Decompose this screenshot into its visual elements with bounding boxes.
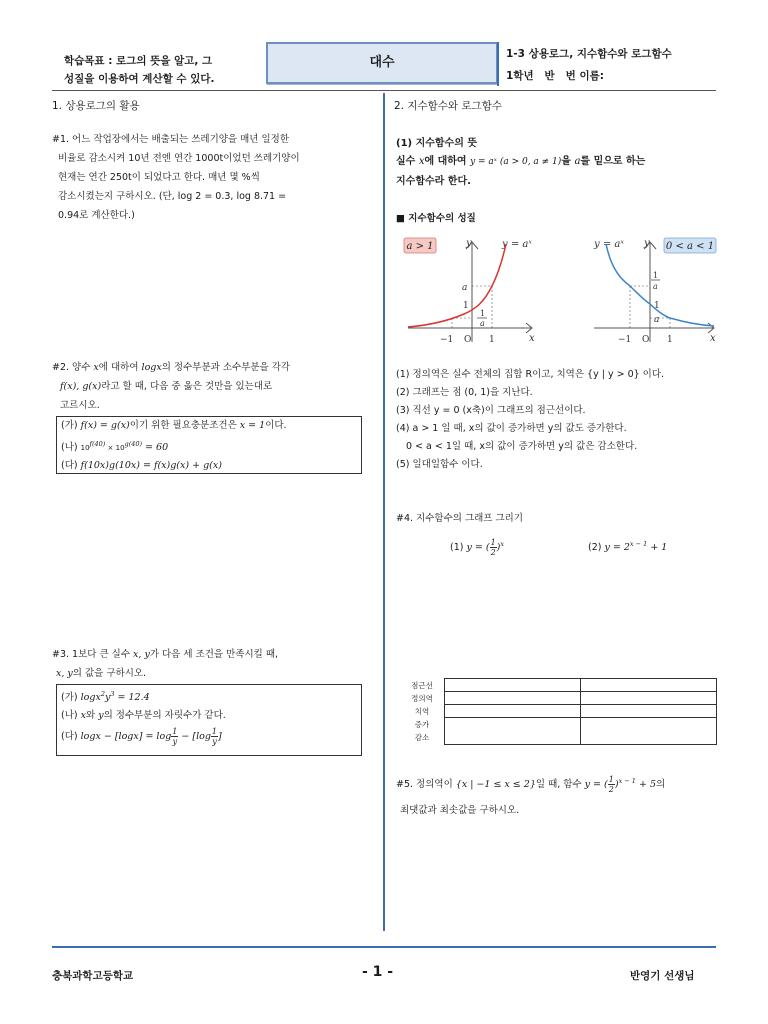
axis-y-label-2: y (644, 238, 650, 249)
table-cell[interactable] (581, 679, 717, 692)
q2-cond-3: (다) f(10x)g(10x) = f(x)g(x) + g(x) (61, 460, 222, 472)
properties-list (396, 366, 726, 474)
properties-table (444, 678, 717, 745)
tick-neg1-2: −1 (618, 335, 632, 345)
tick-a-1: a (462, 283, 468, 293)
q3-frac-1: $\frac{1}{y}$ (172, 727, 178, 747)
prop-4a: (4) a > 1 일 때, x의 값이 증가하면 y의 값도 증가한다. (396, 423, 627, 434)
prop-2: (2) 그래프는 점 (0, 1)을 지난다. (396, 387, 533, 398)
q3-conditions-box (56, 684, 362, 756)
exp-function-definition (396, 152, 726, 192)
axis-y-label-1: y (466, 238, 472, 249)
q1-line-3: 현재는 연간 250t이 되었다고 한다. 매년 몇 %씩 (58, 172, 260, 183)
tick-1-2: 1 (654, 301, 660, 311)
q3-cond-3: (다) logx − [logx] = log $\frac{1}{y}$ − [log $\frac{1}{y}$ ] (61, 727, 222, 747)
tick-pos1-2: 1 (667, 335, 673, 345)
tick-neg1-1: −1 (440, 335, 454, 345)
q3-frac-2: $\frac{1}{y}$ (211, 727, 218, 747)
table-row-labels (404, 679, 440, 744)
def-line-1: 실수 x에 대하여 y = aˣ (a > 0, a ≠ 1)을 a를 밑으로 하는 (396, 156, 646, 167)
objective-line-1: 학습목표 : 로그의 뜻을 알고, 그 (64, 55, 213, 67)
curve-1 (408, 244, 506, 327)
section-1-title: 1. 상용로그의 활용 (52, 100, 140, 112)
header-rule (52, 90, 716, 91)
q1-line-1: #1. 어느 작업장에서는 배출되는 쓰레기양을 매년 일정한 (52, 134, 290, 145)
q3-line-2: x, y의 값을 구하시오. (56, 668, 147, 679)
axis-x-label-1: x (529, 333, 535, 344)
table-cell[interactable] (445, 692, 581, 705)
label-range: 치역 (414, 707, 430, 716)
q3-cond-2: (나) x와 y의 정수부분의 자릿수가 같다. (61, 710, 226, 722)
learning-objective (64, 52, 260, 88)
axis-x-label-2: x (710, 333, 716, 344)
q5-line-2: 최댓값과 최솟값을 구하시오. (400, 805, 520, 817)
q5-line-1: #5. 정의역이 {x | −1 ≤ x ≤ 2}일 때, 함수 y = ( $\frac{1}{2}$ )$^{x - 1}$ + 5의 (396, 775, 666, 795)
table-cell[interactable] (581, 718, 717, 745)
unit-info (506, 43, 736, 87)
graph-a-less-1 (590, 232, 720, 355)
q2-line-3: 고르시오. (60, 400, 100, 411)
graph-a-greater-1-svg (402, 232, 542, 352)
label-decrease: 감소 (414, 733, 430, 742)
table-cell[interactable] (445, 718, 581, 745)
q4-problem-1: (1) y = ( $\frac{1}{2}$ )$^x$ (450, 538, 505, 557)
tick-O-1: O (464, 335, 472, 345)
footer-page-number: - 1 - (362, 964, 394, 980)
prop-3: (3) 직선 y = 0 (x축)이 그래프의 점근선이다. (396, 405, 586, 416)
graph-a-less-1-svg (590, 232, 720, 352)
properties-title: ■ 지수함수의 성질 (396, 213, 476, 224)
table-cell[interactable] (445, 705, 581, 718)
curve-label-2: y = aˣ (594, 239, 624, 250)
q3-cond-1: (가) $\log x^2y^3 = 12.4$ (61, 690, 150, 704)
graph-a-greater-1 (402, 232, 542, 355)
label-asymptote: 점근선 (411, 681, 433, 690)
footer-rule (52, 946, 716, 948)
q2-cond-2: (나) $10^{f(40)} \times 10^{g(40)} = 60$ (61, 440, 169, 454)
subject-title: 대수 (369, 55, 395, 70)
q2-conditions-box (56, 416, 362, 474)
curve-label-1: y = aˣ (502, 239, 532, 250)
table-cell[interactable] (581, 705, 717, 718)
table-row (445, 679, 717, 692)
def-line-2: 지수함수라 한다. (396, 176, 471, 187)
header-divider (497, 42, 499, 86)
cond-text-1: a > 1 (406, 241, 434, 252)
curve-2 (606, 244, 714, 326)
objective-line-2: 성질을 이용하여 계산할 수 있다. (64, 73, 215, 85)
unit-title: 1-3 상용로그, 지수함수와 로그함수 (506, 48, 672, 60)
tick-pos1-1: 1 (489, 335, 495, 345)
prop-5: (5) 일대일함수 이다. (396, 459, 483, 470)
tick-1-1: 1 (463, 301, 469, 311)
table-cell[interactable] (445, 679, 581, 692)
table-row (445, 705, 717, 718)
cond-text-2: 0 < a < 1 (665, 241, 715, 252)
question-5 (396, 768, 726, 824)
tick-O-2: O (642, 335, 650, 345)
q4-problem-2: (2) $y = 2^{x - 1} + 1$ (588, 540, 668, 554)
q1-line-4: 감소시켰는지 구하시오. (단, log 2 = 0.3, log 8.71 = (58, 191, 287, 202)
q1-line-2: 비율로 감소시켜 10년 전엔 연간 1000t이었던 쓰레기양이 (58, 153, 300, 164)
subject-box (266, 42, 498, 84)
label-domain: 정의역 (411, 694, 433, 703)
q1-line-5: 0.94로 계산한다.) (58, 210, 135, 221)
question-3 (52, 645, 372, 683)
q2-line-1: #2. 양수 x에 대하여 logx의 정수부분과 소수부분을 각각 (52, 362, 291, 373)
q3-line-1: #3. 1보다 큰 실수 x, y가 다음 세 조건을 만족시킬 때, (52, 649, 279, 660)
subsection-1-title: (1) 지수함수의 뜻 (396, 138, 478, 149)
question-2 (52, 358, 372, 415)
section-2-title: 2. 지수함수와 로그함수 (394, 100, 502, 112)
prop-1: (1) 정의역은 실수 전체의 집합 R이고, 치역은 {y | y > 0} 이다. (396, 369, 665, 380)
footer-school: 충북과학고등학교 (52, 970, 134, 982)
q5-frac: $\frac{1}{2}$ (608, 775, 614, 795)
q2-cond-1: (가) f(x) = g(x)이기 위한 필요충분조건은 x = 1이다. (61, 420, 287, 431)
prop-4b: 0 < a < 1일 때, x의 값이 증가하면 y의 값은 감소한다. (406, 441, 638, 452)
question-1 (52, 130, 372, 225)
q4-p1-frac: $\frac{1}{2}$ (490, 538, 496, 557)
tick-inv-den-1: a (480, 319, 485, 328)
table-cell[interactable] (581, 692, 717, 705)
q2-line-2: f(x), g(x)라고 할 때, 다음 중 옳은 것만을 있는대로 (60, 381, 273, 392)
student-info: 1학년 반 번 이름: (506, 70, 604, 82)
tick-inv-den-2: a (653, 282, 658, 291)
footer-teacher: 반영기 선생님 (630, 970, 695, 982)
table-row (445, 718, 717, 745)
table-row (445, 692, 717, 705)
tick-a-2: a (654, 315, 660, 325)
tick-inv-num-2: 1 (653, 271, 659, 280)
question-4-title: #4. 지수함수의 그래프 그리기 (396, 513, 524, 524)
label-increase: 증가 (414, 720, 430, 729)
column-divider (383, 93, 385, 931)
tick-inv-num-1: 1 (480, 309, 486, 318)
